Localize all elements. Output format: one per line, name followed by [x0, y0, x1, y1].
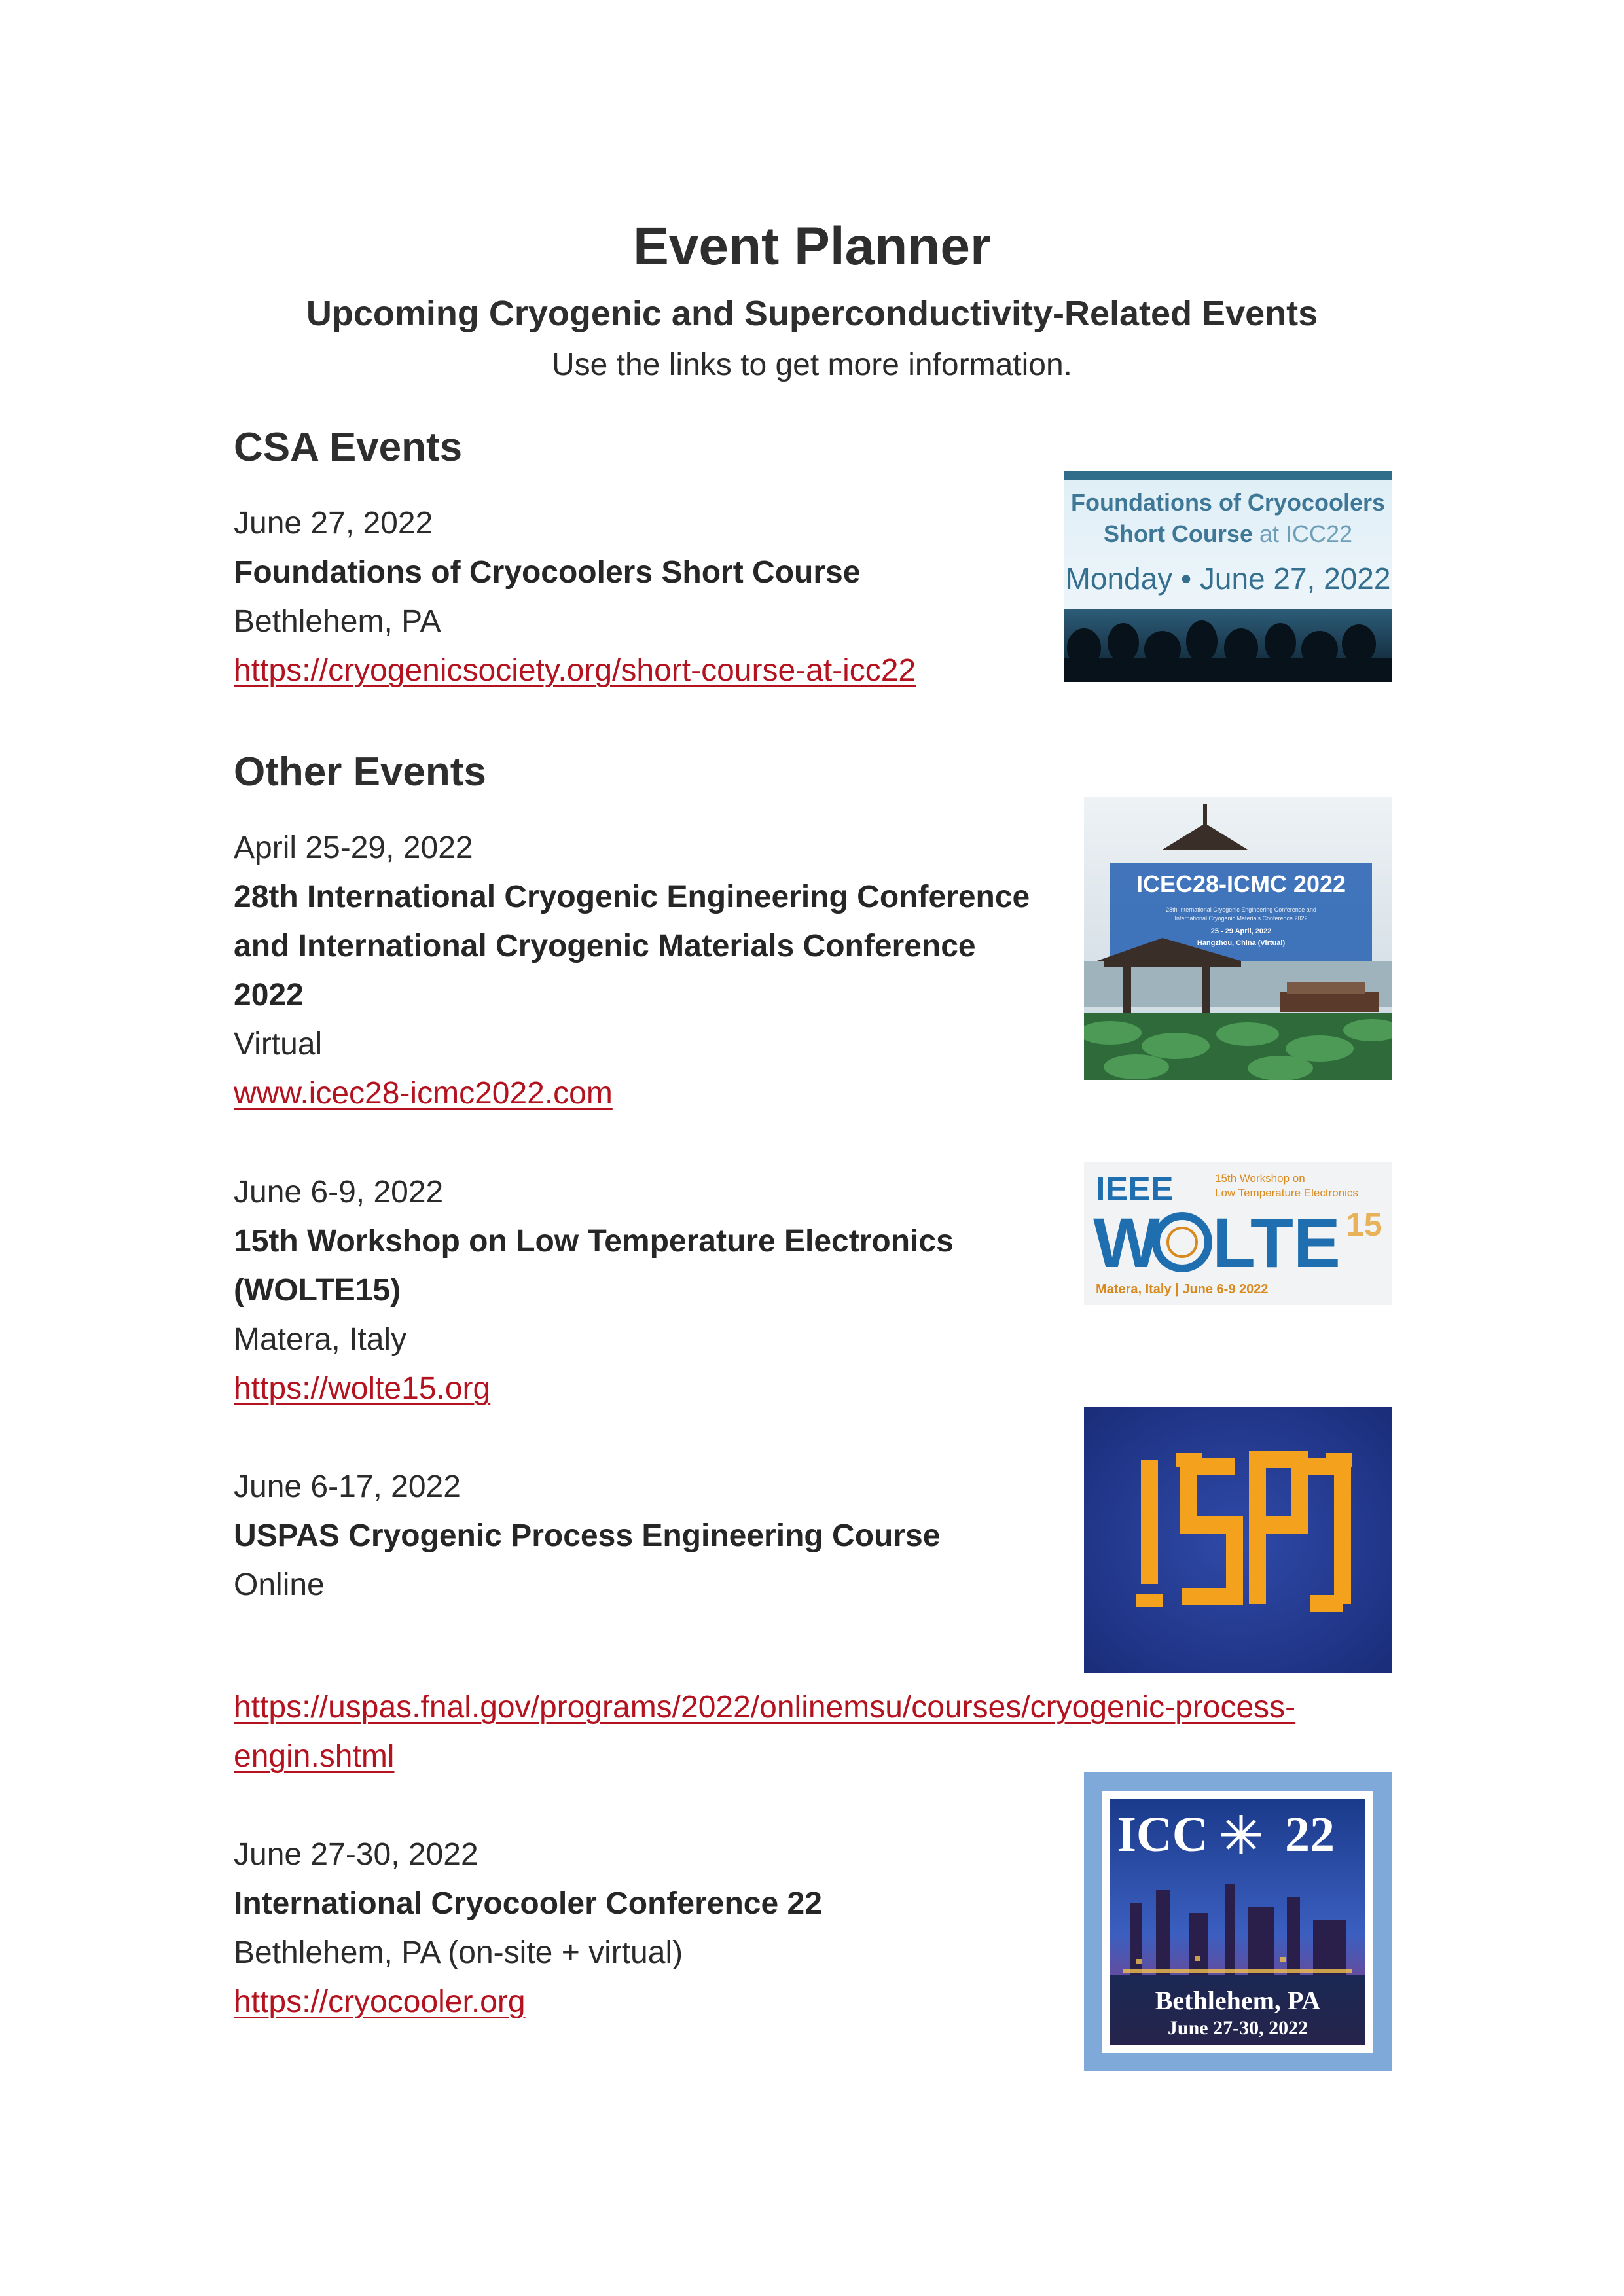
icec28-image-line2: International Cryogenic Materials Conference 2022 — [1174, 915, 1308, 922]
icec28-image — [1084, 797, 1392, 1080]
wolte15-image-num: 15 — [1346, 1206, 1382, 1243]
svg-text:Short Course at ICC22 — [1104, 520, 1352, 547]
event-title: International Cryocooler Conference 22 — [234, 1886, 822, 1921]
event-link[interactable]: www.icec28-icmc2022.com — [234, 1076, 613, 1111]
short-course-image-line2b: at ICC22 — [1252, 520, 1353, 547]
short-course-image — [1064, 471, 1392, 682]
wolte15-image-w: W — [1093, 1203, 1160, 1282]
event-title: USPAS Cryogenic Process Engineering Course — [234, 1518, 941, 1553]
short-course-image-line3: Monday • June 27, 2022 — [1065, 562, 1391, 596]
event-link[interactable]: https://cryocooler.org — [234, 1984, 526, 2019]
icc22-image-dates: June 27-30, 2022 — [1167, 2017, 1308, 2039]
icec28-image-dates: 25 - 29 April, 2022 — [1210, 927, 1272, 935]
wolte15-image-ws1: 15th Workshop on — [1215, 1172, 1305, 1185]
short-course-image-line1: Foundations of Cryocoolers — [1070, 489, 1386, 516]
wolte15-image — [1084, 1162, 1392, 1305]
event-link-line[interactable]: https://uspas.fnal.gov/programs/2022/onlinemsu/courses/cryogenic-process- — [234, 1690, 1296, 1725]
icec28-image-place: Hangzhou, China (Virtual) — [1197, 939, 1286, 947]
event-date: June 27, 2022 — [234, 506, 433, 541]
icec28-image-banner: ICEC28-ICMC 2022 — [1136, 870, 1346, 897]
section-heading-csa: CSA Events — [234, 425, 463, 470]
intro-text: Use the links to get more information. — [551, 348, 1073, 382]
event-location: Bethlehem, PA (on-site + virtual) — [234, 1935, 683, 1970]
event-link[interactable]: https://wolte15.org — [234, 1371, 491, 1406]
wolte15-image-lte: LTE — [1212, 1203, 1341, 1282]
event-title-line: 15th Workshop on Low Temperature Electronics — [234, 1224, 954, 1259]
event-link-line[interactable]: engin.shtml — [234, 1739, 395, 1774]
wolte15-image-foot: Matera, Italy | June 6-9 2022 — [1096, 1282, 1269, 1297]
wolte15-image-ws2: Low Temperature Electronics — [1215, 1187, 1358, 1199]
event-title-line: 28th International Cryogenic Engineering Conference — [234, 880, 1030, 914]
short-course-image-line2a: Short Course — [1103, 520, 1253, 547]
event-title-line: 2022 — [234, 978, 304, 1013]
icc22-image — [1084, 1772, 1392, 2071]
icc22-image-icc: ICC — [1117, 1807, 1208, 1862]
event-title: Foundations of Cryocoolers Short Course — [234, 555, 861, 590]
uspas-logo-image — [1084, 1407, 1392, 1673]
page-subtitle: Upcoming Cryogenic and Superconductivity-Related Events — [306, 294, 1318, 333]
event-location: Bethlehem, PA — [234, 604, 441, 639]
icec28-image-line1: 28th International Cryogenic Engineering Conference and — [1166, 906, 1316, 913]
event-title-line: (WOLTE15) — [234, 1273, 401, 1308]
event-date: April 25-29, 2022 — [234, 831, 473, 865]
event-link[interactable]: https://cryogenicsociety.org/short-course-at-icc22 — [234, 653, 916, 688]
icc22-image-num: 22 — [1285, 1807, 1335, 1862]
section-heading-other: Other Events — [234, 749, 486, 795]
event-title-line: and International Cryogenic Materials Conference — [234, 929, 976, 963]
event-location: Virtual — [234, 1027, 323, 1062]
event-location: Online — [234, 1568, 325, 1602]
event-date: June 6-17, 2022 — [234, 1469, 461, 1504]
event-date: June 27-30, 2022 — [234, 1837, 478, 1872]
icc22-image-place: Bethlehem, PA — [1155, 1986, 1321, 2015]
page-title: Event Planner — [633, 217, 991, 276]
event-date: June 6-9, 2022 — [234, 1175, 444, 1210]
wolte15-image-ieee: IEEE — [1096, 1170, 1174, 1208]
event-location: Matera, Italy — [234, 1322, 407, 1357]
star-icon — [1221, 1815, 1261, 1854]
